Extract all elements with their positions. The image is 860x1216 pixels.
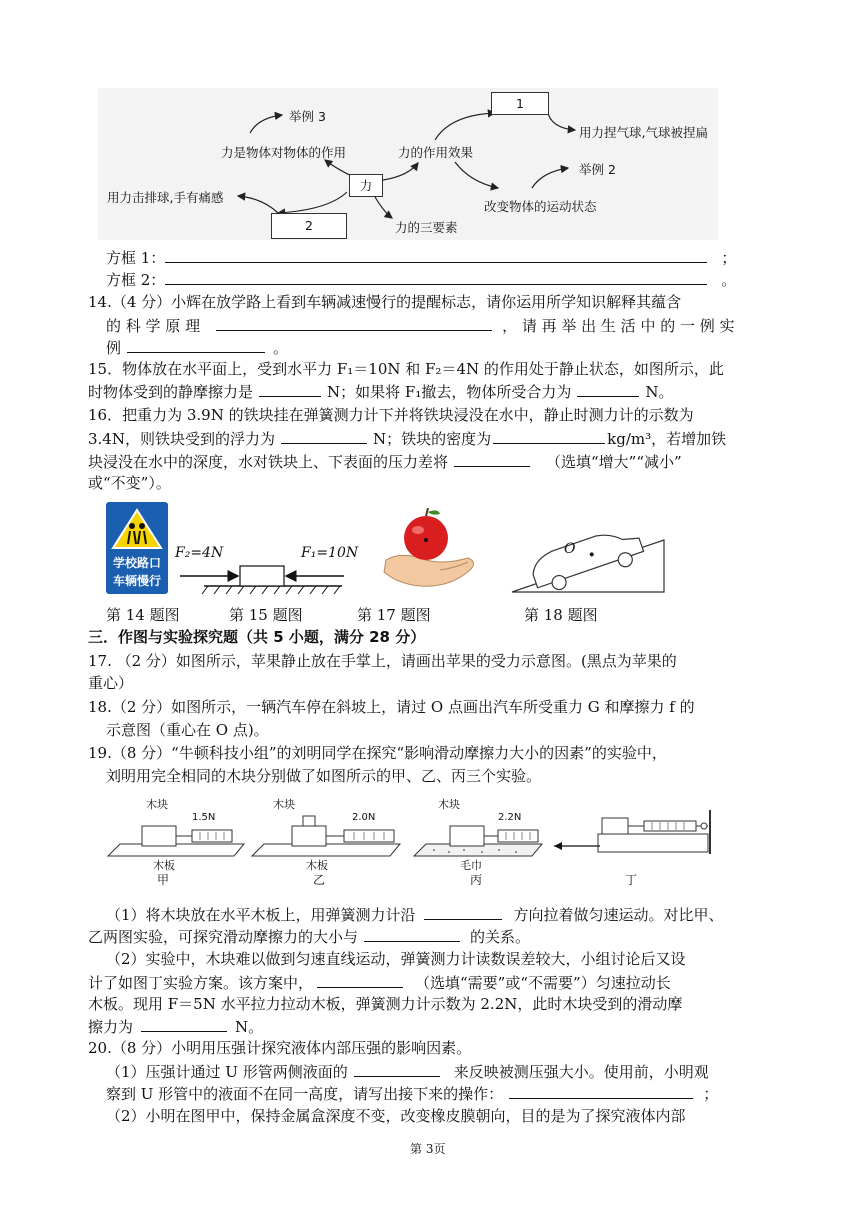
q20-height-diff-blank[interactable] — [354, 1060, 440, 1077]
node-effect: 力的作用效果 — [398, 145, 474, 160]
q14-text: 的 科 学 原 理 — [106, 317, 201, 335]
q19-part1-line2 — [88, 925, 530, 948]
box2-end: 。 — [721, 271, 737, 289]
arrow-effect-to-box1 — [435, 113, 495, 140]
exp-b-surface: 木板 — [306, 859, 328, 872]
q19-text: 擦力为 — [88, 1018, 134, 1036]
node-center: 力 — [349, 174, 383, 197]
node-example3: 举例 3 — [289, 109, 326, 124]
q19-line2: 刘明用完全相同的木块分别做了如图所示的甲、乙、丙三个实验。 — [106, 767, 542, 785]
arrow-to-example3 — [250, 115, 282, 133]
exp-a-reading: 1.5N — [192, 812, 216, 823]
q19-line1: 19.（8 分）“牛顿科技小组”的刘明同学在探究“影响滑动摩擦力大小的因素”的实验中， — [88, 744, 667, 762]
arrow-box1-to-squeeze — [548, 113, 575, 130]
q16-buoyancy-blank[interactable] — [281, 427, 367, 444]
hand-shape — [384, 555, 474, 586]
q20-text: ； — [703, 1085, 719, 1103]
q20-operation-blank[interactable] — [509, 1082, 693, 1099]
exp-a-label: 甲 — [157, 873, 170, 887]
q19-text: 的关系。 — [470, 928, 531, 946]
arrow-center-to-effect — [383, 163, 418, 180]
concept-map-arrows — [0, 0, 860, 250]
apple-center-dot — [424, 538, 428, 542]
q16-text: N；铁块的密度为 — [372, 430, 492, 448]
q19-direction-blank[interactable] — [424, 903, 502, 920]
q20-text: 察到 U 形管中的液面不在同一高度，请写出接下来的操作： — [106, 1085, 504, 1103]
q16-pressure-diff-blank[interactable] — [454, 450, 530, 467]
q19-friction-blank[interactable] — [141, 1015, 227, 1032]
arrow-center-to-three — [375, 197, 392, 218]
q19-text: （1）将木块放在水平木板上，用弹簧测力计沿 — [106, 906, 416, 924]
q20-part1-line1 — [106, 1060, 709, 1083]
f1-label: F₁=10N — [301, 545, 359, 561]
exp-a-surface: 木板 — [153, 859, 175, 872]
q16-line2 — [88, 427, 726, 450]
node-example2: 举例 2 — [579, 162, 616, 177]
friction-experiment-figure — [104, 796, 728, 882]
q19-part2-line1: （2）实验中，木块难以做到匀速直线运动，弹簧测力计读数误差较大，小组讨论后又设 — [106, 950, 686, 968]
q18-line1: 18.（2 分）如图所示，一辆汽车停在斜坡上，请过 O 点画出汽车所受重力 G 和摩擦力 f 的 — [88, 698, 695, 716]
q16-line1: 16．把重力为 3.9N 的铁块挂在弹簧测力计下并将铁块浸没在水中，静止时测力计的示数为 — [88, 406, 694, 424]
q19-text: 乙两图实验，可探究滑动摩擦力的大小与 — [88, 928, 359, 946]
q19-need-blank[interactable] — [317, 971, 403, 988]
q19-text: （选填“需要”或“不需要”）匀速拉动长 — [415, 974, 671, 992]
exp-c-label: 丙 — [470, 873, 483, 887]
school-crossing-sign — [106, 502, 168, 594]
q14-line2 — [106, 314, 735, 337]
exp-d-label: 丁 — [625, 873, 638, 887]
q17-line1: 17. （2 分）如图所示，苹果静止放在手掌上，请画出苹果的受力示意图。(黑点为苹果的 — [88, 652, 677, 670]
exp-b-reading: 2.0N — [352, 812, 376, 823]
box2-answer-line — [106, 268, 736, 291]
node-box2: 2 — [271, 213, 347, 239]
section3-heading: 三．作图与实验探究题（共 5 小题，满分 28 分） — [88, 628, 426, 646]
arrow-box2-to-volleyball — [238, 196, 278, 213]
apple-on-hand-figure — [380, 508, 480, 594]
box2-blank[interactable] — [165, 268, 707, 285]
page-number: 第 3页 — [410, 1142, 446, 1156]
f2-label: F₂=4N — [175, 545, 224, 561]
q19-text: N。 — [235, 1018, 264, 1036]
caption-14: 第 14 题图 — [106, 606, 180, 624]
q20-part2-line1: （2）小明在图甲中，保持金属盒深度不变，改变橡皮膜朝向，目的是为了探究液体内部 — [106, 1107, 686, 1125]
caption-15: 第 15 题图 — [229, 606, 303, 624]
node-squeeze: 用力捏气球,气球被捏扁 — [579, 125, 708, 140]
sign-line1: 学校路口 — [112, 556, 161, 570]
q19-text: 计了如图丁实验方案。该方案中， — [88, 974, 314, 992]
q16-line3 — [88, 450, 682, 473]
q17-line2: 重心） — [88, 674, 134, 692]
q15-friction-blank[interactable] — [259, 380, 321, 397]
exp-a-block-label: 木块 — [146, 798, 168, 811]
node-definition: 力是物体对物体的作用 — [221, 145, 347, 160]
exp-c-block-label: 木块 — [438, 798, 460, 811]
q19-text: 方向拉着做匀速运动。对比甲、 — [513, 906, 724, 924]
q14-example-blank[interactable] — [127, 336, 265, 353]
q14-line3 — [106, 336, 288, 359]
arrow-motion-to-example2 — [532, 168, 568, 188]
pedestrian-warning-icon — [106, 504, 168, 552]
node-three: 力的三要素 — [395, 220, 458, 235]
q14-text: 。 — [273, 339, 289, 357]
q15-net-force-blank[interactable] — [577, 380, 639, 397]
q14-text: 例 — [106, 339, 122, 357]
q15-line2 — [88, 380, 673, 403]
box1-label: 方框 1： — [106, 249, 166, 267]
caption-17: 第 17 题图 — [357, 606, 431, 624]
exp-b-block-label: 木块 — [273, 798, 295, 811]
exp-c-surface: 毛巾 — [460, 859, 482, 872]
box2-label: 方框 2： — [106, 271, 166, 289]
q19-part2-line4 — [88, 1015, 263, 1038]
q15-line1: 15．物体放在水平面上，受到水平力 F₁＝10N 和 F₂＝4N 的作用处于静止状态，如图所示，此 — [88, 360, 724, 378]
q16-line4: 或“不变”）。 — [88, 474, 171, 492]
q14-line1: 14.（4 分）小辉在放学路上看到车辆减速慢行的提醒标志，请你运用所学知识解释其蕴含 — [88, 293, 682, 311]
q19-part1-line1 — [106, 903, 724, 926]
box1-blank[interactable] — [165, 246, 707, 263]
q20-part1-line2 — [106, 1082, 718, 1105]
q14-principle-blank[interactable] — [216, 314, 492, 331]
q16-density-blank[interactable] — [493, 427, 605, 444]
box1-answer-line — [106, 246, 736, 269]
q20-line1: 20.（8 分）小明用压强计探究液体内部压强的影响因素。 — [88, 1039, 472, 1057]
arrow-center-to-box2 — [278, 192, 347, 213]
q16-text: kg/m³，若增加铁 — [607, 430, 727, 448]
q15-text: N。 — [645, 383, 674, 401]
exp-b-label: 乙 — [313, 873, 326, 887]
q20-text: （1）压强计通过 U 形管两侧液面的 — [106, 1063, 348, 1081]
arrow-effect-to-motion — [455, 162, 498, 188]
node-box1: 1 — [491, 92, 549, 115]
caption-18: 第 18 题图 — [524, 606, 598, 624]
box1-end: ； — [721, 249, 737, 267]
sign-line2: 车辆慢行 — [112, 574, 161, 588]
car-on-slope-figure — [508, 512, 668, 594]
q15-text: N；如果将 F₁撤去，物体所受合力为 — [327, 383, 572, 401]
q18-line2: 示意图（重心在 O 点)。 — [106, 721, 269, 739]
q16-text: 3.4N，则铁块受到的浮力为 — [88, 430, 275, 448]
exp-c-reading: 2.2N — [498, 812, 522, 823]
node-volleyball: 用力击排球,手有痛感 — [107, 190, 224, 205]
q19-part2-line2 — [88, 971, 671, 994]
q19-relation-blank[interactable] — [364, 925, 460, 942]
q16-text: 块浸没在水中的深度，水对铁块上、下表面的压力差将 — [88, 453, 449, 471]
q16-text: （选填“增大”“减小” — [546, 453, 682, 471]
car-center-label: O — [564, 541, 576, 557]
q14-text: ， 请 再 举 出 生 活 中 的 一 例 实 — [502, 317, 735, 335]
node-motion: 改变物体的运动状态 — [484, 199, 597, 214]
q15-text: 时物体受到的静摩擦力是 — [88, 383, 254, 401]
q19-part2-line3: 木板。现用 F＝5N 水平拉力拉动木板，弹簧测力计示数为 2.2N，此时木块受到的滑动摩 — [88, 995, 683, 1013]
q20-text: 来反映被测压强大小。使用前，小明观 — [453, 1063, 709, 1081]
